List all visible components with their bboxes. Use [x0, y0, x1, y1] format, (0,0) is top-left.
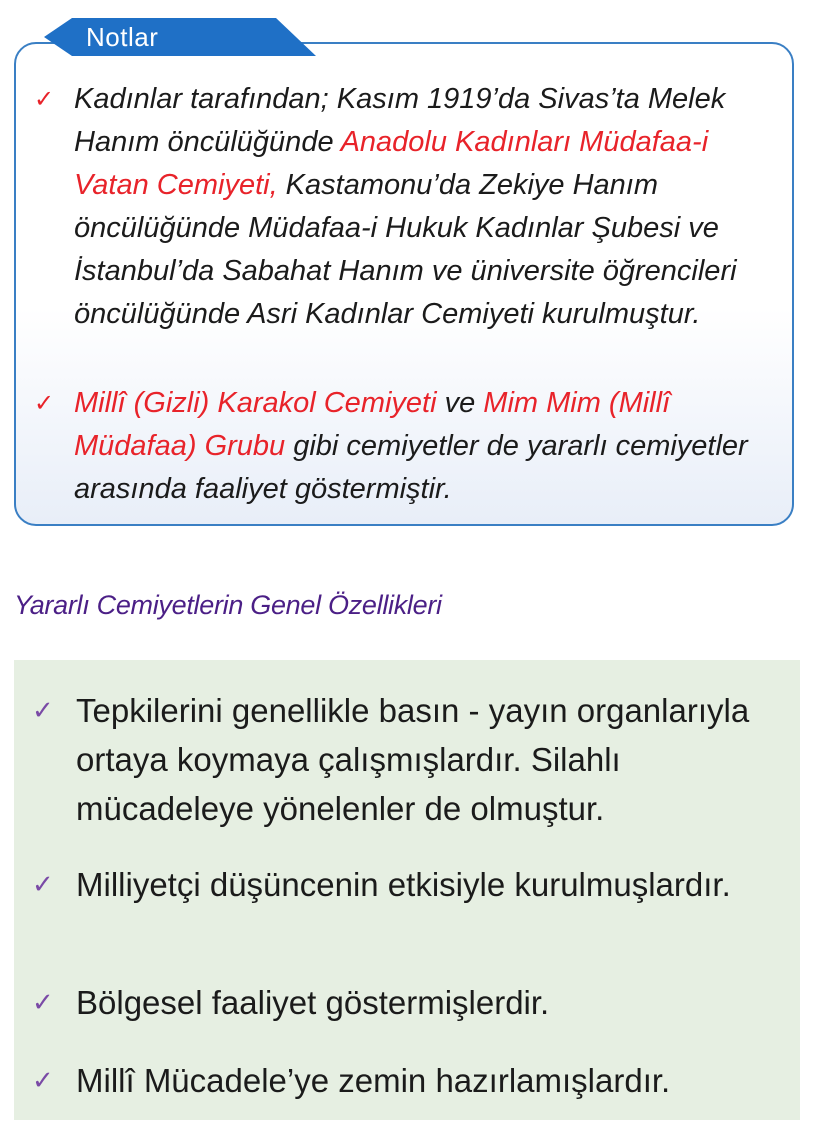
highlight-text: Mim Mim (Millî Müdafaa) Grubu	[74, 387, 671, 462]
note-item-2	[34, 382, 778, 511]
section-heading: Yararlı Cemiyetlerin Genel Özellikleri	[14, 590, 442, 620]
notes-tab-label: Notlar	[86, 22, 159, 52]
checkmark-icon: ✓	[32, 869, 54, 899]
property-text: Millî Mücadele’ye zemin hazırlamışlardır.	[76, 1062, 671, 1099]
checkmark-icon: ✓	[34, 86, 55, 113]
note-item-1	[34, 78, 778, 336]
note-text: Kadınlar tarafından; Kasım 1919’da Sivas’ta Melek Hanım öncülüğünde Anadolu Kadınları Müdafaa-i Vatan Cemiyeti, Kastamonu’da Zekiye Hanım öncülüğünde Müdafaa-i Hukuk Kadınlar Şubesi ve İstanbul’da Sabahat Hanım ve üniversite öğrencileri öncülüğünde Asri Kadınlar Cemiyeti kurulmuştur.	[74, 83, 737, 330]
checkmark-icon: ✓	[34, 390, 55, 417]
highlight-text: Anadolu Kadınları Müdafaa-i Vatan Cemiyeti,	[74, 126, 709, 201]
property-item-2	[32, 860, 792, 909]
property-item-1	[32, 686, 792, 833]
property-text: Tepkilerini genellikle basın - yayın organlarıyla ortaya koymaya çalışmışlardır. Silahlı mücadeleye yönelenler de olmuştur.	[76, 692, 750, 827]
note-text: Millî (Gizli) Karakol Cemiyeti ve Mim Mim (Millî Müdafaa) Grubu gibi cemiyetler de yararlı cemiyetler arasında faaliyet göstermiştir.	[74, 387, 748, 505]
property-item-4	[32, 1056, 792, 1105]
property-item-3	[32, 978, 792, 1027]
checkmark-icon: ✓	[32, 987, 54, 1017]
property-text: Bölgesel faaliyet göstermişlerdir.	[76, 984, 550, 1021]
checkmark-icon: ✓	[32, 1065, 54, 1095]
notes-tab	[44, 18, 316, 56]
property-text: Milliyetçi düşüncenin etkisiyle kurulmuşlardır.	[76, 866, 731, 903]
checkmark-icon: ✓	[32, 695, 54, 725]
highlight-text: Millî (Gizli) Karakol Cemiyeti	[74, 387, 437, 419]
